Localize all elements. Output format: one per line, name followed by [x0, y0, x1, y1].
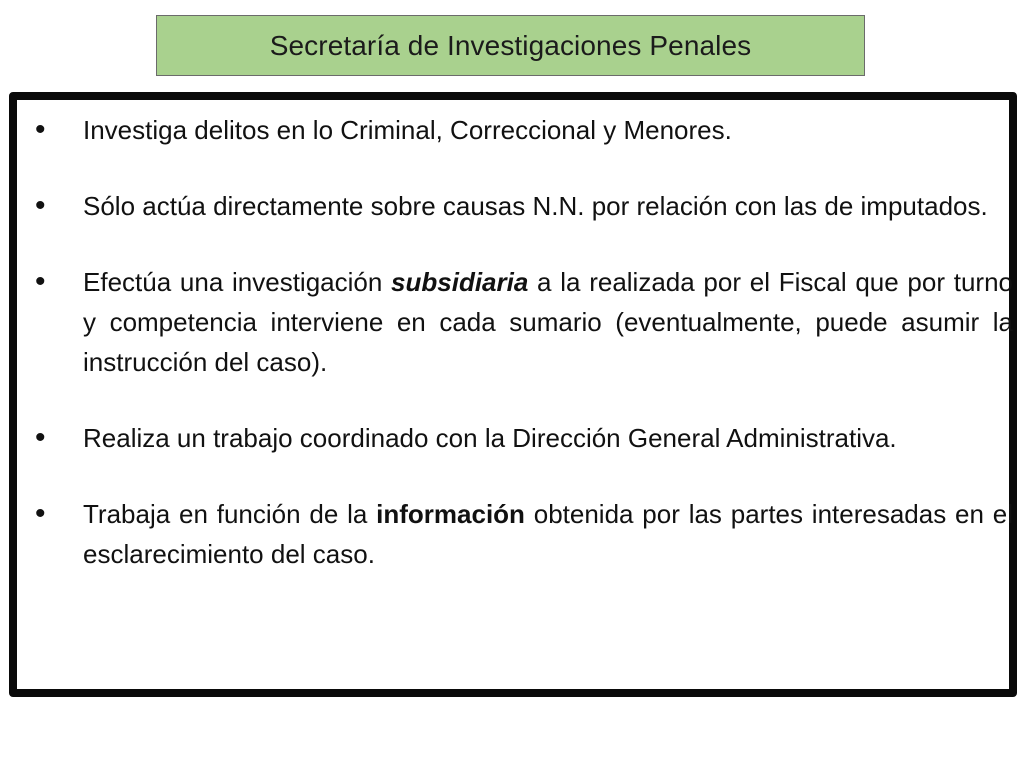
bullet-text	[83, 494, 1013, 574]
bullet-item-5	[35, 494, 1013, 574]
bullet-text-start: Trabaja en función de la	[83, 499, 377, 529]
bullet-item-3	[35, 262, 1013, 382]
bullet-item-1	[35, 110, 1013, 150]
bullet-text-start: Efectúa una investigación	[83, 267, 392, 297]
bullet-list	[35, 110, 1013, 574]
slide-title: Secretaría de Investigaciones Penales	[269, 29, 752, 61]
bullet-text-end: obtenida por las partes interesadas en el esclarecimiento del caso.	[83, 499, 1013, 569]
bullet-text: Investiga delitos en lo Criminal, Correccional y Menores.	[83, 115, 732, 145]
emphasis-subsidiaria: subsidiaria	[391, 267, 529, 297]
bullet-icon: •	[35, 421, 46, 454]
bullet-icon: •	[35, 189, 46, 222]
bullet-text: Realiza un trabajo coordinado con la Dirección General Administrativa.	[83, 423, 897, 453]
bullet-text: Sólo actúa directamente sobre causas N.N. por relación con las de imputados.	[83, 191, 988, 221]
bullet-icon: •	[35, 113, 46, 146]
slide-title-box	[156, 15, 865, 76]
bullet-text	[83, 262, 1013, 382]
bullet-icon: •	[35, 265, 46, 298]
content-box	[9, 92, 1017, 697]
bullet-item-2	[35, 186, 1013, 226]
bullet-text-end: a la realizada por el Fiscal que por turno y competencia interviene en cada sumario (eventualmente, puede asumir la instrucción del caso).	[83, 267, 1013, 377]
bullet-item-4	[35, 418, 1013, 458]
bullet-icon: •	[35, 497, 46, 530]
emphasis-informacion: información	[376, 499, 525, 529]
